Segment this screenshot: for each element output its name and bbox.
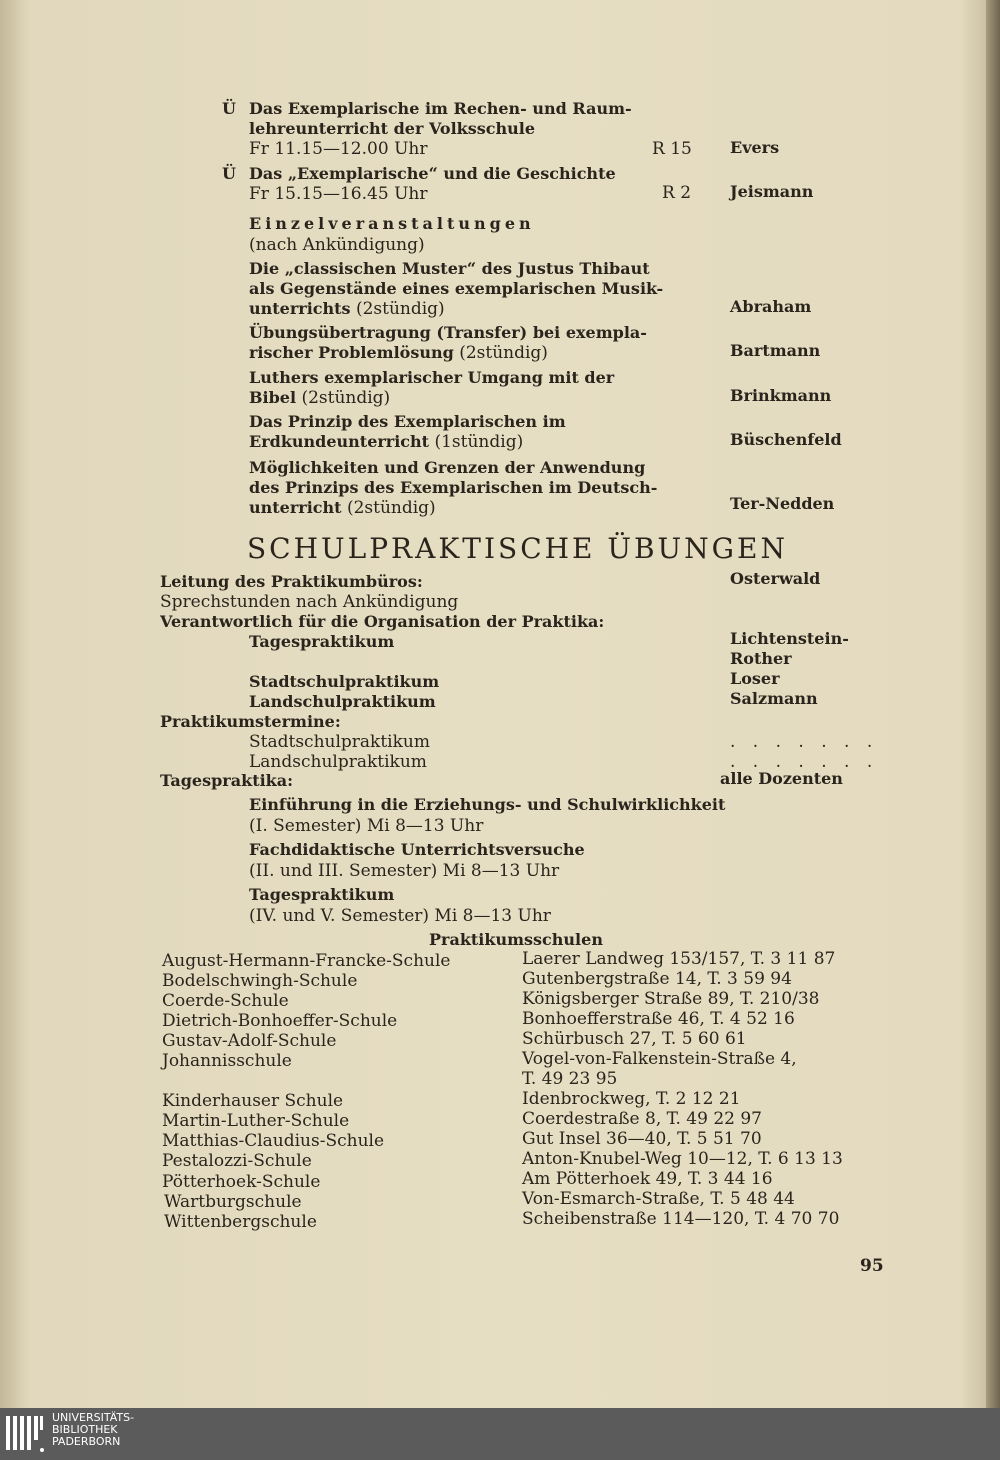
course-room: R 2	[662, 183, 692, 203]
event-line: Übungsübertragung (Transfer) bei exempla-	[249, 323, 647, 342]
event-line	[249, 343, 548, 363]
school-name: Martin-Luther-Schule	[162, 1111, 350, 1131]
event-text: unterricht	[249, 498, 342, 517]
leitung-label: Leitung des Praktikumbüros:	[160, 572, 423, 591]
event-line	[249, 432, 523, 452]
event-lecturer: Büschenfeld	[730, 430, 842, 449]
event-hours: (2stündig)	[459, 343, 548, 363]
school-name: Coerde-Schule	[162, 991, 289, 1011]
praktikum-leader: Lichtenstein-	[730, 629, 849, 648]
library-name-line: BIBLIOTHEK	[52, 1423, 118, 1436]
event-hours: (1stündig)	[434, 432, 524, 452]
course-marker: Ü	[222, 164, 236, 183]
course-room: R 15	[652, 139, 692, 159]
school-name: Pestalozzi-Schule	[162, 1151, 312, 1171]
termine-label: Praktikumstermine:	[160, 712, 341, 731]
school-address: T. 49 23 95	[522, 1069, 618, 1089]
course-lecturer: Jeismann	[730, 182, 814, 201]
library-name-line: UNIVERSITÄTS-	[52, 1411, 135, 1424]
event-line: Luthers exemplarischer Umgang mit der	[249, 368, 615, 387]
event-line	[249, 388, 390, 408]
praktikum-type: Tagespraktikum	[249, 632, 395, 651]
sprechstunden: Sprechstunden nach Ankündigung	[160, 592, 459, 612]
event-lecturer: Abraham	[730, 297, 812, 316]
event-line	[249, 299, 445, 319]
tagespraktika-lecturers: alle Dozenten	[720, 769, 843, 788]
school-name: Wartburgschule	[164, 1192, 302, 1212]
practicum-time: (IV. und V. Semester) Mi 8—13 Uhr	[249, 906, 551, 926]
school-address: Gut Insel 36—40, T. 5 51 70	[522, 1129, 762, 1149]
school-address: Schürbusch 27, T. 5 60 61	[522, 1029, 747, 1049]
event-hours: (2stündig)	[355, 299, 445, 319]
school-name: Dietrich-Bonhoeffer-Schule	[162, 1011, 398, 1031]
practicum-time: (I. Semester) Mi 8—13 Uhr	[249, 816, 484, 836]
course-title-line: lehreunterricht der Volksschule	[249, 119, 536, 138]
course-title-line: Das Exemplarische im Rechen- und Raum-	[249, 99, 632, 118]
termin-item: Stadtschulpraktikum	[249, 732, 430, 752]
event-line: des Prinzips des Exemplarischen im Deutsch-	[249, 478, 658, 497]
practicum-title: Fachdidaktische Unterrichtsversuche	[249, 840, 585, 859]
event-text: unterrichts	[249, 299, 351, 318]
event-line	[249, 498, 436, 518]
event-line: Die „classischen Muster“ des Justus Thibaut	[249, 259, 650, 278]
page-heading: SCHULPRAKTISCHE ÜBUNGEN	[247, 532, 788, 565]
school-name: Bodelschwingh-Schule	[162, 971, 358, 991]
school-address: Von-Esmarch-Straße, T. 5 48 44	[522, 1189, 795, 1209]
leitung-name: Osterwald	[730, 569, 821, 588]
school-address: Königsberger Straße 89, T. 210/38	[522, 989, 820, 1009]
event-text: Bibel	[249, 388, 297, 407]
event-line: Möglichkeiten und Grenzen der Anwendung	[249, 458, 646, 477]
course-time: Fr 11.15—12.00 Uhr	[249, 139, 428, 159]
school-name: Kinderhauser Schule	[162, 1091, 344, 1111]
school-address: Bonhoefferstraße 46, T. 4 52 16	[522, 1009, 795, 1029]
tagespraktika-label: Tagespraktika:	[160, 771, 294, 790]
praktikum-type: Landschulpraktikum	[249, 692, 436, 711]
school-name: August-Hermann-Francke-Schule	[162, 951, 451, 971]
praktikum-leader: Salzmann	[730, 689, 818, 708]
book-spine	[986, 0, 1000, 1408]
event-lecturer: Ter-Nedden	[730, 494, 835, 513]
school-name: Pötterhoek-Schule	[162, 1172, 321, 1192]
course-marker: Ü	[222, 99, 236, 118]
termin-dots: . . . . . . .	[730, 752, 879, 772]
course-lecturer: Evers	[730, 138, 780, 157]
school-address: Scheibenstraße 114—120, T. 4 70 70	[522, 1209, 840, 1229]
school-name: Johannisschule	[162, 1051, 292, 1071]
verantwortlich-label: Verantwortlich für die Organisation der Praktika:	[160, 612, 605, 631]
section-note: (nach Ankündigung)	[249, 235, 425, 255]
school-address: Idenbrockweg, T. 2 12 21	[522, 1089, 741, 1109]
event-text: rischer Problemlösung	[249, 343, 454, 362]
termin-dots: . . . . . . .	[730, 732, 879, 752]
course-title-line: Das „Exemplarische“ und die Geschichte	[249, 164, 616, 183]
event-hours: (2stündig)	[301, 388, 391, 408]
library-name-line: PADERBORN	[52, 1435, 121, 1448]
school-address: Coerdestraße 8, T. 49 22 97	[522, 1109, 762, 1129]
event-line: Das Prinzip des Exemplarischen im	[249, 412, 566, 431]
practicum-title: Tagespraktikum	[249, 885, 395, 904]
library-name	[52, 1412, 134, 1448]
school-address: Gutenbergstraße 14, T. 3 59 94	[522, 969, 792, 989]
page-number: 95	[860, 1256, 884, 1276]
praktikum-type: Stadtschulpraktikum	[249, 672, 440, 691]
praktikum-leader: Loser	[730, 669, 780, 688]
section-title: Einzelveranstaltungen	[249, 214, 535, 233]
event-lecturer: Brinkmann	[730, 386, 832, 405]
course-time: Fr 15.15—16.45 Uhr	[249, 184, 428, 204]
library-logo-icon	[6, 1414, 46, 1454]
school-address: Anton-Knubel-Weg 10—12, T. 6 13 13	[522, 1149, 843, 1169]
praktikum-leader: Rother	[730, 649, 792, 668]
event-hours: (2stündig)	[346, 498, 436, 518]
schools-title: Praktikumsschulen	[429, 930, 603, 949]
library-footer	[0, 1408, 1000, 1460]
school-address: Am Pötterhoek 49, T. 3 44 16	[522, 1169, 773, 1189]
termin-item: Landschulpraktikum	[249, 752, 427, 772]
school-address: Vogel-von-Falkenstein-Straße 4,	[522, 1049, 797, 1069]
event-text: Erdkundeunterricht	[249, 432, 430, 451]
school-name: Matthias-Claudius-Schule	[162, 1131, 385, 1151]
event-line: als Gegenstände eines exemplarischen Musik-	[249, 279, 664, 298]
practicum-time: (II. und III. Semester) Mi 8—13 Uhr	[249, 861, 560, 881]
practicum-title: Einführung in die Erziehungs- und Schulwirklichkeit	[249, 795, 726, 814]
school-name: Wittenbergschule	[164, 1212, 317, 1232]
event-lecturer: Bartmann	[730, 341, 821, 360]
school-name: Gustav-Adolf-Schule	[162, 1031, 337, 1051]
school-address: Laerer Landweg 153/157, T. 3 11 87	[522, 949, 836, 969]
